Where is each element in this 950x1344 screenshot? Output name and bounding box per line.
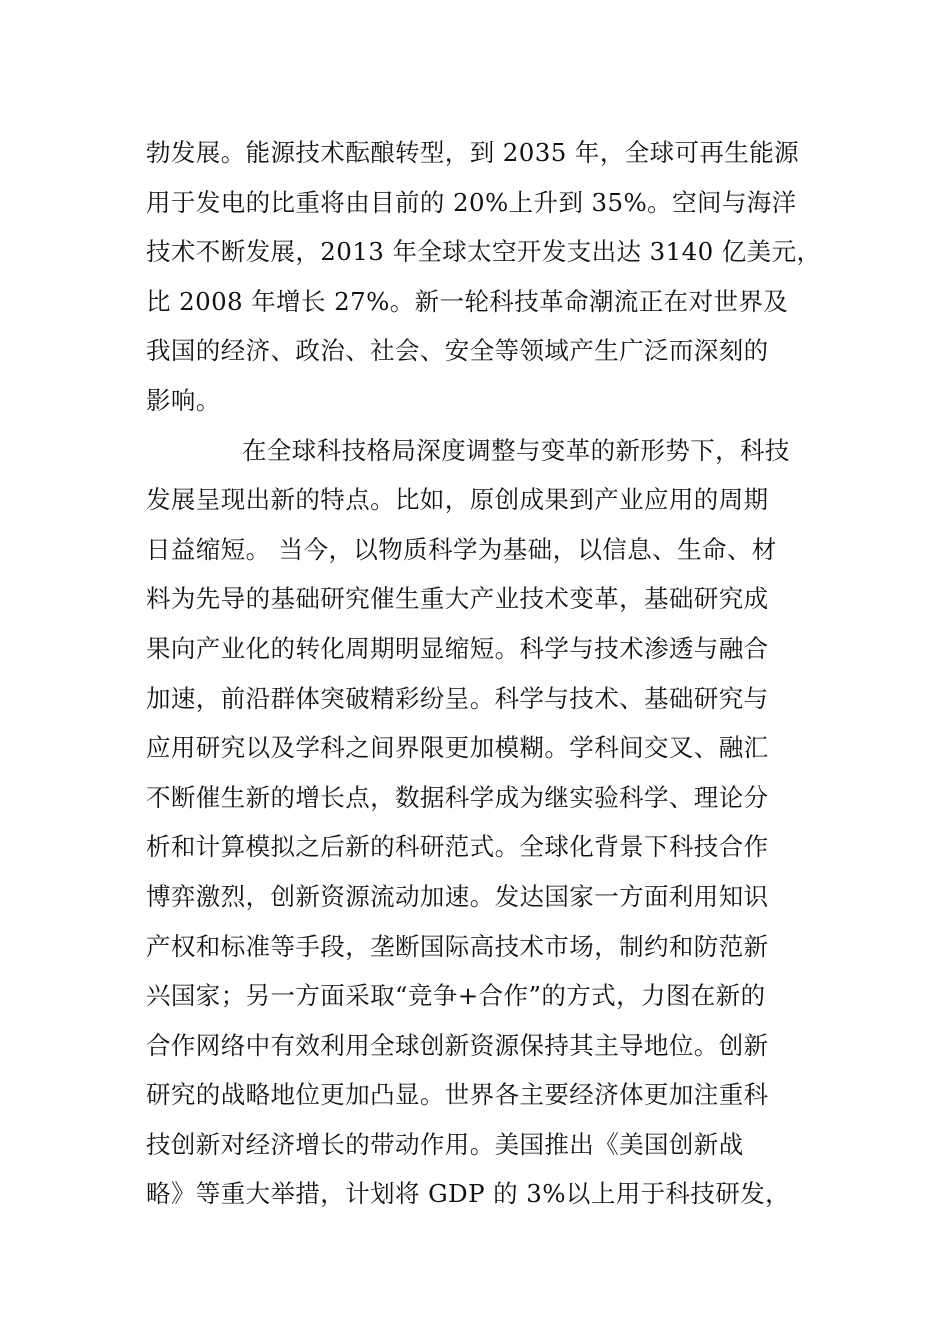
text-line: 我国的经济、政治、社会、安全等领域产生广泛而深刻的: [146, 336, 769, 366]
text-line: 技创新对经济增长的带动作用。美国推出《美国创新战: [146, 1129, 744, 1159]
text-line: 发展呈现出新的特点。比如，原创成果到产业应用的周期: [146, 485, 769, 515]
text-line: 日益缩短。 当今，以物质科学为基础，以信息、生命、材: [146, 534, 777, 564]
text-line: 技术不断发展，2013 年全球太空开发支出达 3140 亿美元，: [146, 237, 822, 267]
text-line: 果向产业化的转化周期明显缩短。科学与技术渗透与融合: [146, 633, 769, 663]
text-line: 研究的战略地位更加凸显。世界各主要经济体更加注重科: [146, 1080, 769, 1110]
text-line: 用于发电的比重将由目前的 20%上升到 35%。空间与海洋: [146, 187, 797, 217]
text-line: 不断催生新的增长点，数据科学成为继实验科学、理论分: [146, 782, 769, 812]
text-line: 比 2008 年增长 27%。新一轮科技革命潮流正在对世界及: [146, 286, 789, 316]
text-line: 略》等重大举措，计划将 GDP 的 3%以上用于科技研发，: [146, 1179, 791, 1209]
text-line: 料为先导的基础研究催生重大产业技术变革，基础研究成: [146, 584, 769, 614]
text-line: 勃发展。能源技术酝酿转型，到 2035 年，全球可再生能源: [146, 138, 800, 167]
text-line: 产权和标准等手段，垄断国际高技术市场，制约和防范新: [146, 931, 769, 961]
document-body: [146, 128, 822, 1219]
paragraph-first-line: 在全球科技格局深度调整与变革的新形势下，科技: [242, 435, 790, 465]
text-line: 加速，前沿群体突破精彩纷呈。科学与技术、基础研究与: [146, 683, 769, 713]
text-line: 应用研究以及学科之间界限更加模糊。学科间交叉、融汇: [146, 733, 769, 763]
text-line: 兴国家；另一方面采取“竞争+合作”的方式，力图在新的: [146, 981, 766, 1011]
text-line: 影响。: [146, 385, 221, 415]
text-line: 合作网络中有效利用全球创新资源保持其主导地位。创新: [146, 1030, 769, 1060]
text-line: 析和计算模拟之后新的科研范式。全球化背景下科技合作: [146, 832, 769, 862]
text-line: 博弈激烈，创新资源流动加速。发达国家一方面利用知识: [146, 881, 769, 911]
